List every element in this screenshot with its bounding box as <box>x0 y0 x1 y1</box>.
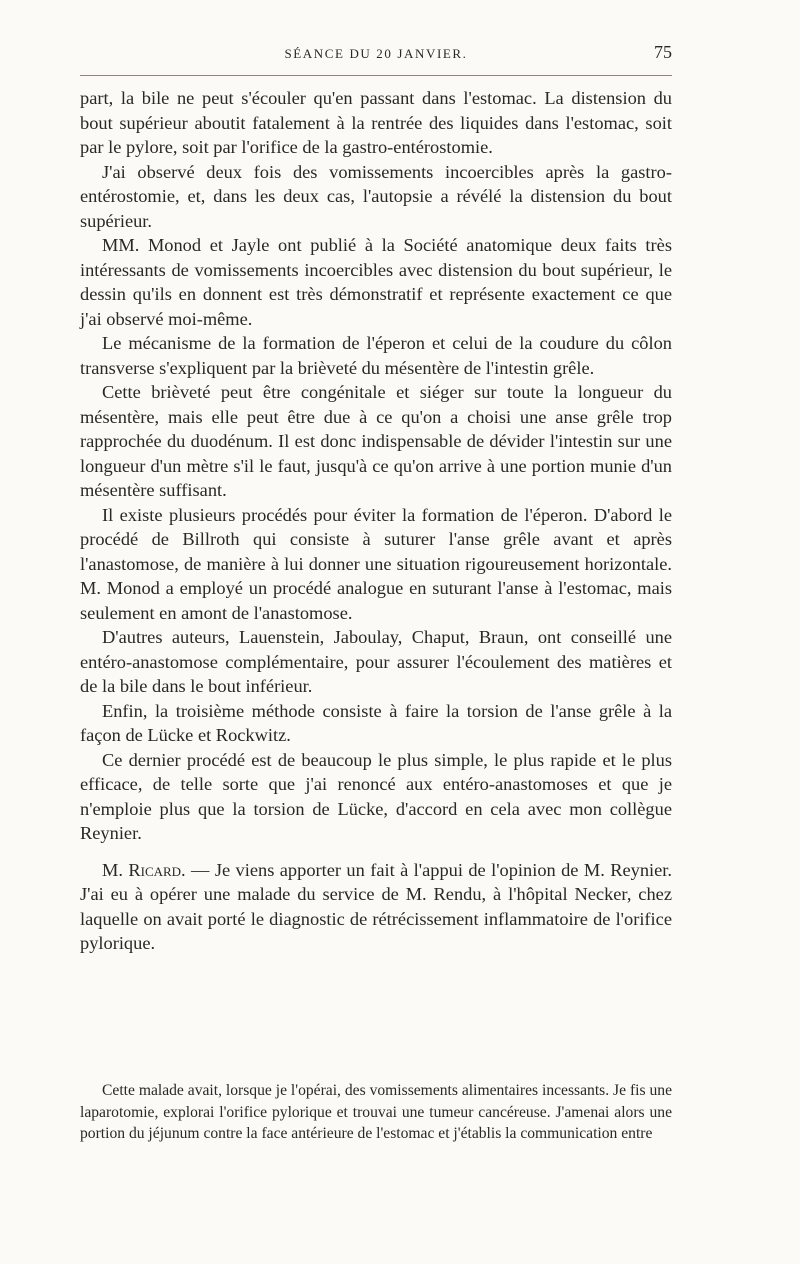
speaker-name: M. Ricard. <box>102 859 186 880</box>
paragraph: D'autres auteurs, Lauenstein, Jaboulay, Chaput, Braun, ont conseillé une entéro-anastomose complémentaire, pour assurer l'écoulement des matières et de la bile dans le bout inférieur. <box>80 627 672 696</box>
paragraph: Il existe plusieurs procédés pour éviter la formation de l'éperon. D'abord le procédé de Billroth qui consiste à suturer l'anse grêle avant et après l'anastomose, de manière à lui donner une situation rigoureusement horizontale. M. Monod a employé un procédé analogue en suturant l'anse à l'estomac, mais seulement en amont de l'anastomose. <box>80 504 672 623</box>
running-title: SÉANCE DU 20 JANVIER. <box>284 46 468 61</box>
paragraph: Cette brièveté peut être congénitale et siéger sur toute la longueur du mésentère, mais elle peut être due à ce qu'on a choisi une anse grêle trop rapprochée du duodénum. Il est donc indispensable de dévider l'intestin sur une longueur d'un mètre s'il le faut, jusqu'à ce qu'on arrive à une portion munie d'un mésentère suffisant. <box>80 382 672 500</box>
paragraph: Le mécanisme de la formation de l'éperon et celui de la coudure du côlon transverse s'expliquent par la brièveté du mésentère de l'intestin grêle. <box>80 333 672 378</box>
paragraph: J'ai observé deux fois des vomissements incoercibles après la gastro-entérostomie, et, dans les deux cas, l'autopsie a révélé la distension du bout supérieur. <box>80 161 672 231</box>
paragraph: Enfin, la troisième méthode consiste à faire la torsion de l'anse grêle à la façon de Lücke et Rockwitz. <box>80 700 672 745</box>
speaker-paragraph <box>80 858 672 956</box>
small-print-block <box>80 1080 672 1145</box>
running-header <box>80 42 672 68</box>
paragraph: part, la bile ne peut s'écouler qu'en passant dans l'estomac. La distension du bout supérieur aboutit fatalement à la rentrée des liquides dans l'estomac, soit par le pylore, soit par l'orifice de la gastro-entérostomie. <box>80 88 672 157</box>
small-print-paragraph: Cette malade avait, lorsque je l'opérai, des vomissements alimentaires incessants. Je fis une laparotomie, explorai l'orifice pylorique et trouvai une tumeur cancéreuse. J'amenai alors une portion du jéjunum contre la face antérieure de l'estomac et j'établis la communication entre <box>80 1082 672 1142</box>
header-rule <box>80 75 672 76</box>
speaker-text: — Je viens apporter un fait à l'appui de l'opinion de M. Reynier. J'ai eu à opérer une malade du service de M. Rendu, à l'hôpital Necker, chez laquelle on avait porté le diagnostic de rétrécissement inflammatoire de l'orifice pylorique. <box>80 859 672 953</box>
paragraph: MM. Monod et Jayle ont publié à la Société anatomique deux faits très intéressants de vomissements incoercibles avec distension du bout supérieur, le dessin qu'ils en donnent est très démonstratif et représente exactement ce que j'ai observé moi-même. <box>80 235 672 329</box>
paragraph: Ce dernier procédé est de beaucoup le plus simple, le plus rapide et le plus efficace, de telle sorte que j'ai renoncé aux entéro-anastomoses et que je n'emploie plus que la torsion de Lücke, d'accord en cela avec mon collègue Reynier. <box>80 749 672 843</box>
page-number: 75 <box>654 42 672 62</box>
main-text <box>80 86 672 956</box>
